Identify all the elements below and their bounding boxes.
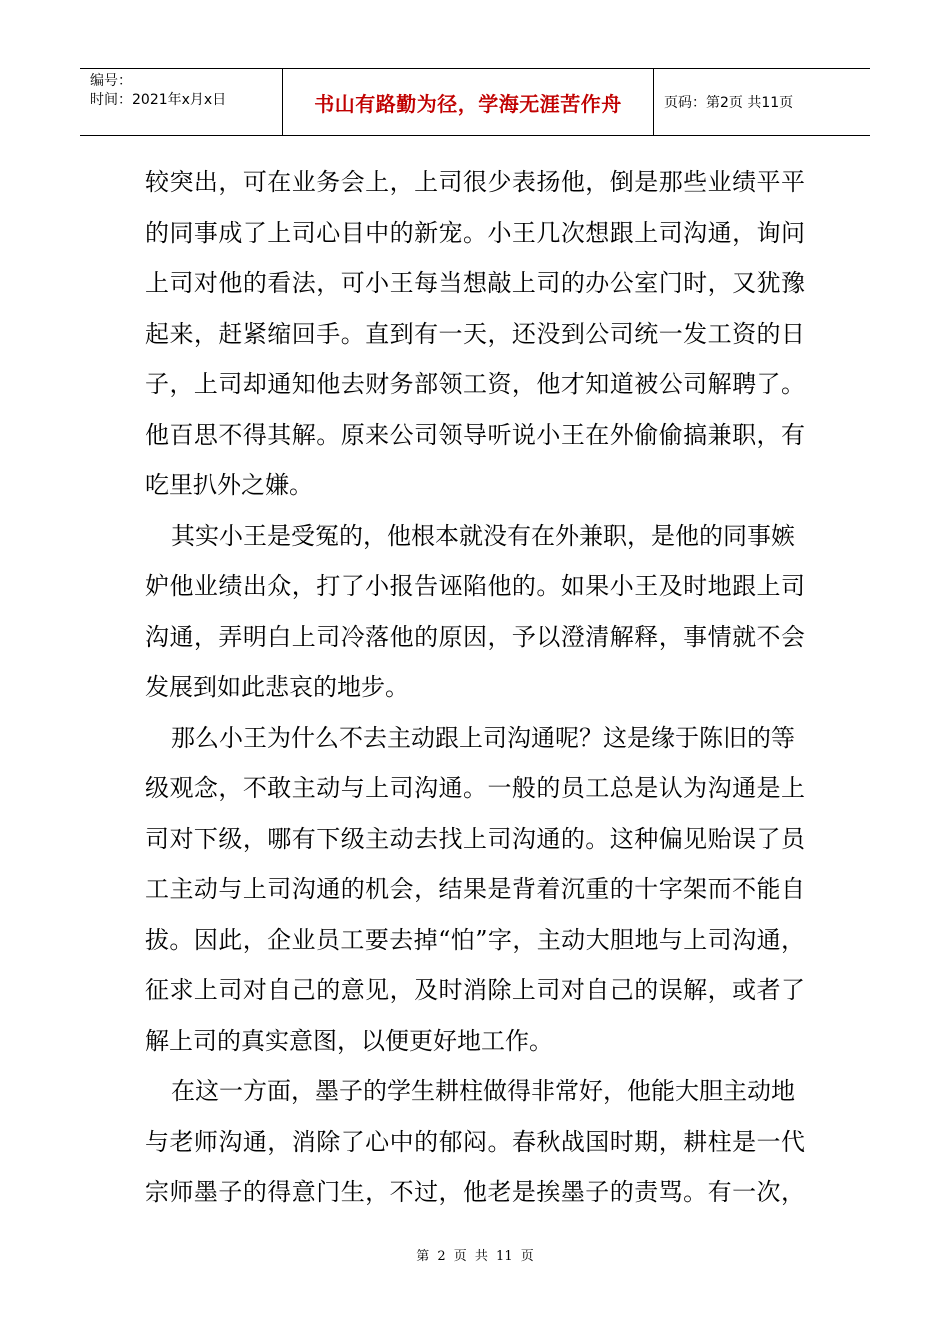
text-line: 那么小王为什么不去主动跟上司沟通呢？这是缘于陈旧的等 — [171, 723, 795, 752]
text-line: 吃里扒外之嫌。 — [145, 471, 313, 499]
text-line: 级观念，不敢主动与上司沟通。一般的员工总是认为沟通是上 — [145, 774, 805, 802]
header-motto: 书山有路勤为径，学海无涯苦作舟 — [314, 91, 622, 116]
header-page-info: 页码：第2页 共11页 — [664, 95, 794, 111]
header-motto-cell — [283, 69, 654, 135]
page-footer: 第 2 页 共 11 页 — [416, 1249, 534, 1264]
text-line: 的同事成了上司心目中的新宠。小王几次想跟上司沟通，询问 — [145, 218, 805, 247]
text-line: 征求上司对自己的意见，及时消除上司对自己的误解，或者了 — [145, 976, 805, 1004]
text-line: 与老师沟通，消除了心中的郁闷。春秋战国时期，耕柱是一代 — [145, 1127, 805, 1156]
document-date: 时间：2021年x月x日 — [90, 92, 227, 108]
text-line: 司对下级，哪有下级主动去找上司沟通的。这种偏见贻误了员 — [145, 824, 805, 853]
text-line: 他百思不得其解。原来公司领导听说小王在外偷偷搞兼职，有 — [145, 420, 805, 449]
text-line: 沟通，弄明白上司冷落他的原因，予以澄清解释，事情就不会 — [145, 622, 805, 651]
text-line: 宗师墨子的得意门生，不过，他老是挨墨子的责骂。有一次， — [145, 1178, 805, 1206]
text-line: 上司对他的看法，可小王每当想敲上司的办公室门时，又犹豫 — [145, 269, 805, 297]
text-line: 妒他业绩出众，打了小报告诬陷他的。如果小王及时地跟上司 — [145, 572, 805, 600]
text-line: 子，上司却通知他去财务部领工资，他才知道被公司解聘了。 — [145, 370, 805, 398]
text-line: 解上司的真实意图，以便更好地工作。 — [145, 1026, 553, 1055]
header-meta-cell — [80, 69, 283, 135]
header-page-cell — [654, 69, 870, 135]
text-line: 起来，赶紧缩回手。直到有一天，还没到公司统一发工资的日 — [145, 319, 805, 348]
document-number-label: 编号： — [90, 73, 132, 89]
text-line: 工主动与上司沟通的机会，结果是背着沉重的十字架而不能自 — [145, 875, 805, 903]
document-header — [80, 68, 870, 136]
text-line: 在这一方面，墨子的学生耕柱做得非常好，他能大胆主动地 — [171, 1077, 795, 1105]
text-line: 较突出，可在业务会上，上司很少表扬他，倒是那些业绩平平 — [145, 168, 805, 196]
text-line: 拔。因此，企业员工要去掉“怕”字，主动大胆地与上司沟通， — [145, 925, 805, 954]
text-line: 发展到如此悲哀的地步。 — [145, 673, 409, 701]
document-body — [145, 157, 805, 1218]
text-line: 其实小王是受冤的，他根本就没有在外兼职，是他的同事嫉 — [171, 521, 795, 550]
